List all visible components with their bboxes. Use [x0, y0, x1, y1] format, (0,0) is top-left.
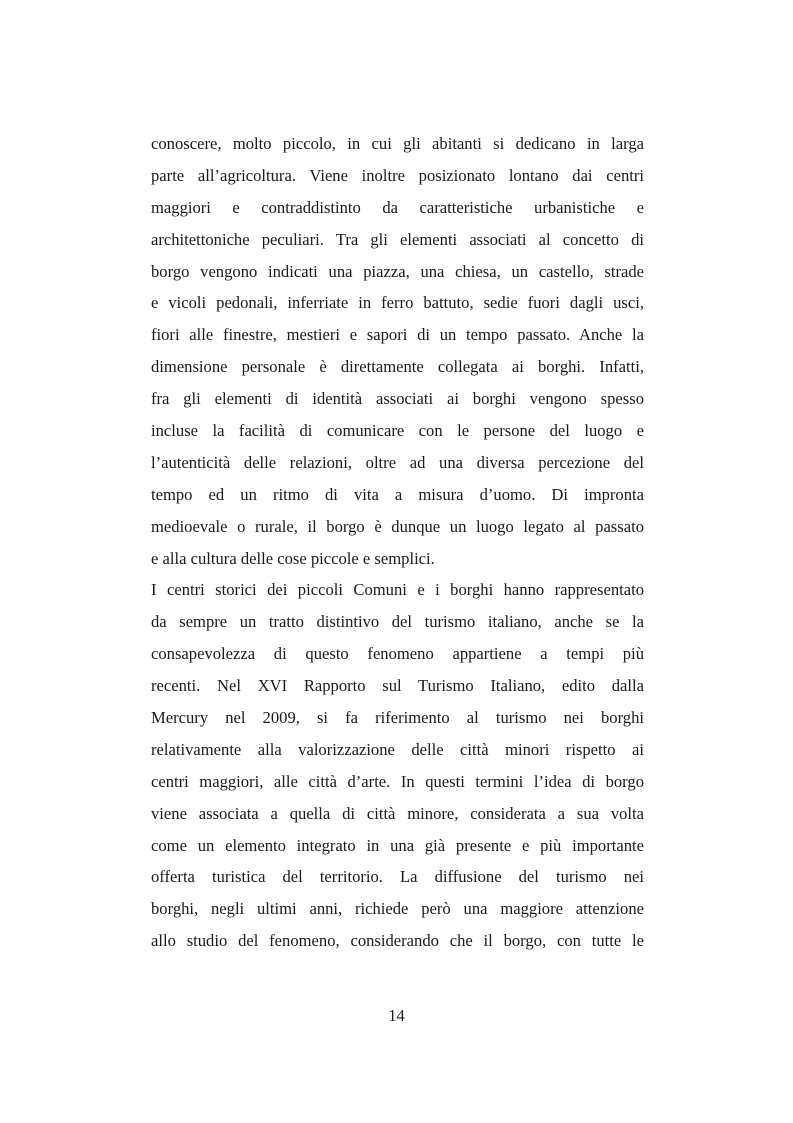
text-line: incluse la facilità di comunicare con le persone del luogo e	[151, 421, 644, 441]
text-line: conoscere, molto piccolo, in cui gli abitanti si dedicano in larga	[151, 134, 644, 153]
text-line: architettoniche peculiari. Tra gli elementi associati al concetto di	[151, 229, 644, 249]
text-line: I centri storici dei piccoli Comuni e i borghi hanno rappresentato	[151, 580, 644, 600]
text-line: e vicoli pedonali, inferriate in ferro battuto, sedie fuori dagli usci,	[151, 293, 644, 313]
text-line: parte all’agricoltura. Viene inoltre posizionato lontano dai centri	[151, 165, 644, 185]
body-text	[151, 128, 644, 957]
text-line: fiori alle finestre, mestieri e sapori di un tempo passato. Anche la	[151, 325, 644, 345]
text-line: borghi, negli ultimi anni, richiede però una maggiore attenzione	[151, 899, 644, 919]
text-line: come un elemento integrato in una già presente e più importante	[151, 835, 644, 855]
text-line: maggiori e contraddistinto da caratteristiche urbanistiche e	[151, 197, 644, 217]
page-number: 14	[388, 1006, 405, 1025]
text-line: dimensione personale è direttamente collegata ai borghi. Infatti,	[151, 357, 644, 377]
text-line: consapevolezza di questo fenomeno appartiene a tempi più	[151, 644, 644, 664]
text-line: medioevale o rurale, il borgo è dunque un luogo legato al passato	[151, 516, 644, 536]
text-line: relativamente alla valorizzazione delle città minori rispetto ai	[151, 739, 644, 759]
text-line: e alla cultura delle cose piccole e semplici.	[151, 548, 435, 568]
text-line: borgo vengono indicati una piazza, una chiesa, un castello, strade	[151, 261, 644, 281]
text-line: viene associata a quella di città minore, considerata a sua volta	[151, 803, 644, 823]
text-line: offerta turistica del territorio. La diffusione del turismo nei	[151, 867, 644, 887]
text-line: recenti. Nel XVI Rapporto sul Turismo Italiano, edito dalla	[151, 676, 644, 696]
text-line: Mercury nel 2009, si fa riferimento al turismo nei borghi	[151, 708, 644, 728]
text-line: allo studio del fenomeno, considerando che il borgo, con tutte le	[151, 931, 644, 951]
text-line: tempo ed un ritmo di vita a misura d’uomo. Di impronta	[151, 484, 644, 504]
text-line: fra gli elementi di identità associati ai borghi vengono spesso	[151, 389, 644, 409]
text-line: l’autenticità delle relazioni, oltre ad una diversa percezione del	[151, 452, 644, 472]
text-line: da sempre un tratto distintivo del turismo italiano, anche se la	[151, 612, 644, 632]
text-line: centri maggiori, alle città d’arte. In questi termini l’idea di borgo	[151, 771, 644, 791]
